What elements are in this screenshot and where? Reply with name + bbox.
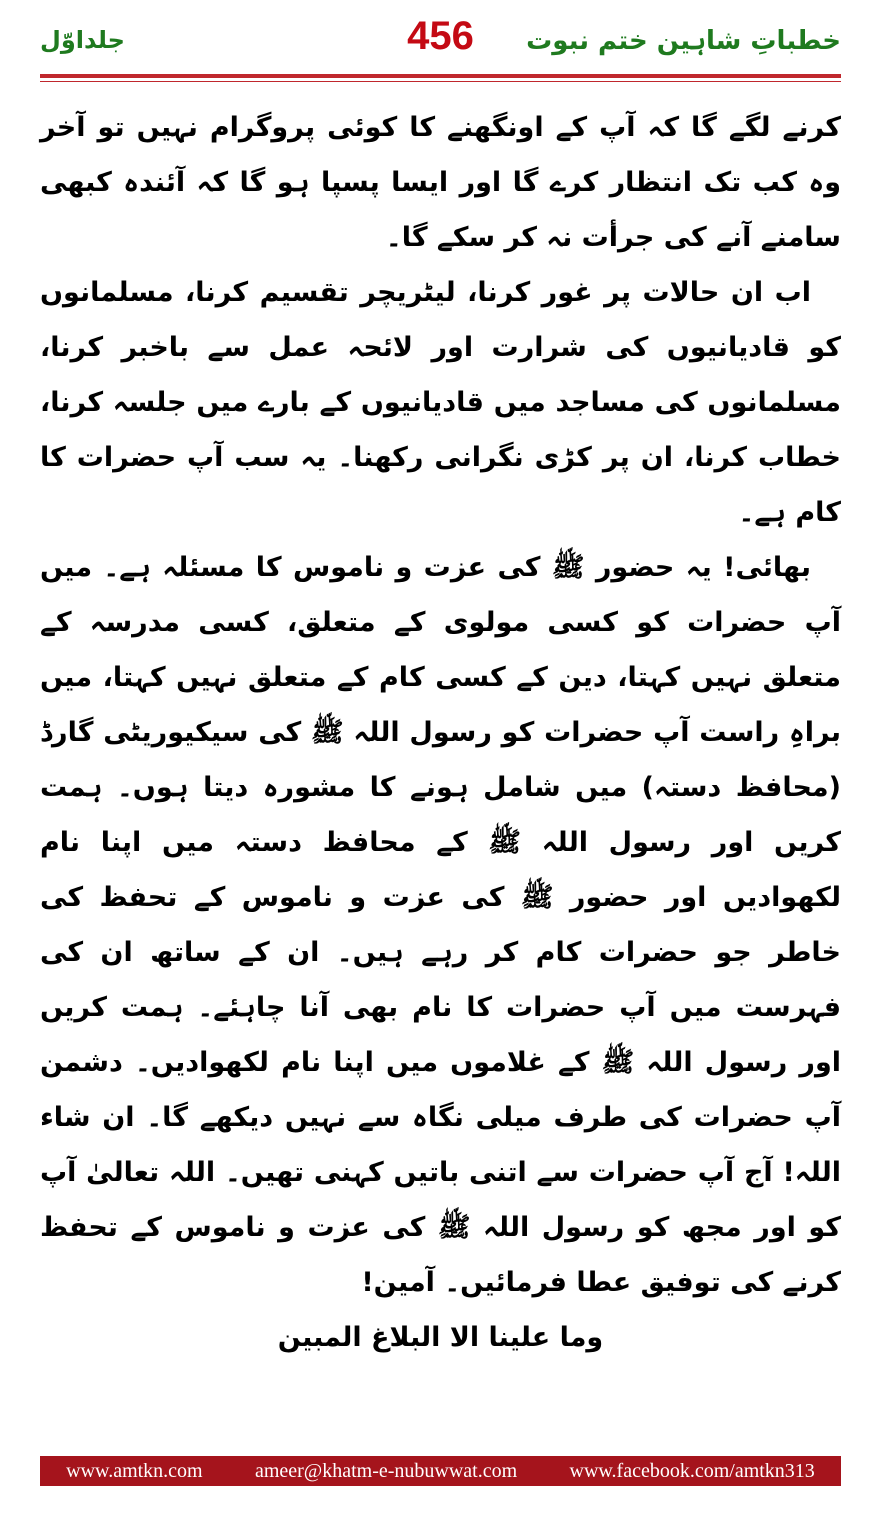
footer-email-link[interactable]: ameer@khatm-e-nubuwwat.com [254, 1460, 518, 1482]
page-number: 456 [407, 14, 474, 58]
paragraph-2: اب ان حالات پر غور کرنا، لیٹریچر تقسیم کرنا، مسلمانوں کو قادیانیوں کی شرارت اور لائحہ عمل سے باخبر کرنا، مسلمانوں کی مساجد میں قادیانیوں کے بارے میں جلسہ کرنا، خطاب کرنا، ان پر کڑی نگرانی رکھنا۔ یہ سب آپ حضرات کا کام ہے۔ [40, 277, 841, 528]
volume-label: جلداوّل [40, 26, 125, 54]
footer-website-link[interactable]: www.amtkn.com [66, 1460, 203, 1482]
paragraph-3: بھائی! یہ حضور ﷺ کی عزت و ناموس کا مسئلہ ہے۔ میں آپ حضرات کو کسی مولوی کے متعلق، کسی مدرسہ کے متعلق نہیں کہتا، دین کے کسی کام کے متعلق نہیں کہتا، میں براہِ راست آپ حضرات کو رسول اللہ ﷺ کی سیکیوریٹی گارڈ (محافظ دستہ) میں شامل ہونے کا مشورہ دیتا ہوں۔ ہمت کریں اور رسول اللہ ﷺ کے محافظ دستہ میں اپنا نام لکھوادیں اور حضور ﷺ کی عزت و ناموس کے تحفظ کی خاطر جو حضرات کام کر رہے ہیں۔ ان کے ساتھ ان کی فہرست میں آپ حضرات کا نام بھی آنا چاہئے۔ ہمت کریں اور رسول اللہ ﷺ کے غلاموں میں اپنا نام لکھوادیں۔ دشمن آپ حضرات کی طرف میلی نگاہ سے نہیں دیکھے گا۔ ان شاء اللہ! آج آپ حضرات سے اتنی باتیں کہنی تھیں۔ اللہ تعالیٰ آپ کو اور مجھ کو رسول اللہ ﷺ کی عزت و ناموس کے تحفظ کرنے کی توفیق عطا فرمائیں۔ آمین! [40, 552, 841, 1298]
page-header [40, 14, 841, 68]
book-title: خطباتِ شاہین ختم نبوت [526, 26, 841, 56]
footer-facebook-link[interactable]: www.facebook.com/amtkn313 [569, 1460, 815, 1482]
header-divider-thin [40, 81, 841, 82]
closing-line: وما علینا الا البلاغ المبین [277, 1322, 604, 1353]
page-footer [40, 1456, 841, 1486]
page-body [40, 100, 841, 1365]
paragraph-1: کرنے لگے گا کہ آپ کے اونگھنے کا کوئی پروگرام نہیں تو آخر وہ کب تک انتظار کرے گا اور ایسا پسپا ہو گا کہ آئندہ کبھی سامنے آنے کی جرأت نہ کر سکے گا۔ [40, 112, 841, 253]
header-divider-thick [40, 74, 841, 78]
